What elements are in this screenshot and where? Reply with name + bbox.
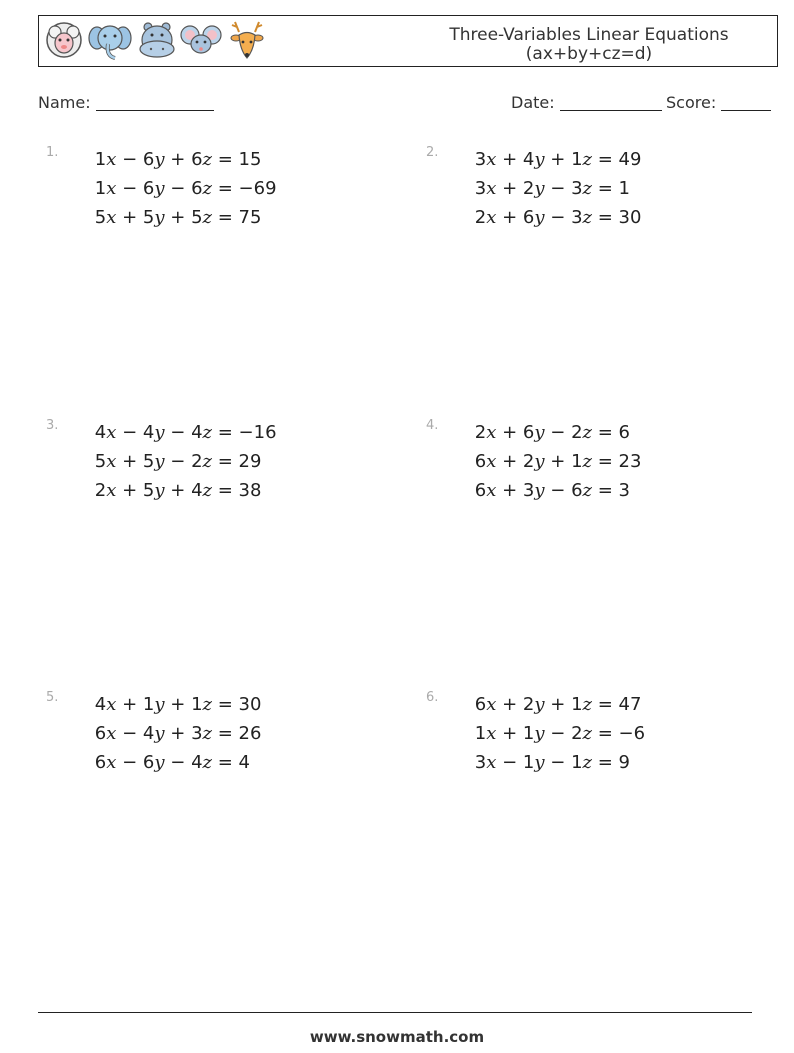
score-label: Score: xyxy=(666,93,717,112)
equals-sign: = xyxy=(592,752,619,773)
equation-rhs: 75 xyxy=(238,207,262,228)
equation-lhs: 6x + 2y + 1z xyxy=(474,694,592,715)
equals-sign: = xyxy=(212,723,239,744)
equation xyxy=(456,719,645,748)
equation-rhs: 1 xyxy=(618,178,630,199)
equation xyxy=(76,447,261,476)
equals-sign: = xyxy=(592,694,619,715)
problem-number: 3. xyxy=(46,418,59,433)
equation-lhs: 3x + 2y − 3z xyxy=(474,178,592,199)
equation-lhs: 1x − 6y − 6z xyxy=(94,178,212,199)
footer-divider xyxy=(38,1012,752,1013)
equation xyxy=(76,476,261,505)
equation-lhs: 2x + 6y − 3z xyxy=(474,207,592,228)
date-field xyxy=(511,93,662,112)
equation-rhs: 3 xyxy=(618,480,630,501)
equation-lhs: 6x + 2y + 1z xyxy=(474,451,592,472)
deer-icon xyxy=(225,18,269,64)
equation-lhs: 5x + 5y + 5z xyxy=(94,207,212,228)
equation-lhs: 3x − 1y − 1z xyxy=(474,752,592,773)
equation xyxy=(456,145,641,174)
equals-sign: = xyxy=(592,178,619,199)
equation-lhs: 4x − 4y − 4z xyxy=(94,422,212,443)
equation-rhs: 29 xyxy=(238,451,262,472)
equation-lhs: 6x − 4y + 3z xyxy=(94,723,212,744)
equation xyxy=(76,719,261,748)
equation-rhs: 30 xyxy=(238,694,262,715)
elephant-icon xyxy=(87,18,133,62)
worksheet-header xyxy=(38,15,778,67)
equation xyxy=(456,418,630,447)
equals-sign: = xyxy=(592,480,619,501)
equation xyxy=(76,174,277,203)
equation xyxy=(76,418,277,447)
equals-sign: = xyxy=(592,451,619,472)
equals-sign: = xyxy=(212,694,239,715)
equals-sign: = xyxy=(592,422,619,443)
equals-sign: = xyxy=(592,207,619,228)
equation xyxy=(456,690,641,719)
equation xyxy=(76,690,261,719)
score-field xyxy=(666,93,771,112)
equation-lhs: 3x + 4y + 1z xyxy=(474,149,592,170)
worksheet-title xyxy=(439,26,739,64)
equation-rhs: 23 xyxy=(618,451,642,472)
equals-sign: = xyxy=(212,178,239,199)
problem-number: 2. xyxy=(426,145,439,160)
equation-rhs: 49 xyxy=(618,149,642,170)
equation-rhs: 9 xyxy=(618,752,630,773)
sheep-icon xyxy=(42,18,86,62)
equation-rhs: 30 xyxy=(618,207,642,228)
equation-lhs: 4x + 1y + 1z xyxy=(94,694,212,715)
equation-lhs: 6x + 3y − 6z xyxy=(474,480,592,501)
equals-sign: = xyxy=(212,752,239,773)
mouse-icon xyxy=(179,18,223,62)
equation-rhs: 6 xyxy=(618,422,630,443)
footer-url: www.snowmath.com xyxy=(309,1028,485,1046)
problem-number: 1. xyxy=(46,145,59,160)
equation xyxy=(456,748,630,777)
equals-sign: = xyxy=(212,149,239,170)
date-blank[interactable] xyxy=(560,94,662,111)
equation-lhs: 1x + 1y − 2z xyxy=(474,723,592,744)
equals-sign: = xyxy=(592,723,619,744)
equals-sign: = xyxy=(592,149,619,170)
equation xyxy=(76,145,261,174)
problem-number: 5. xyxy=(46,690,59,705)
equation xyxy=(76,203,261,232)
name-blank[interactable] xyxy=(96,94,214,111)
equation-rhs: 15 xyxy=(238,149,262,170)
equals-sign: = xyxy=(212,207,239,228)
equation-lhs: 2x + 5y + 4z xyxy=(94,480,212,501)
equation-rhs: −6 xyxy=(618,723,646,744)
equals-sign: = xyxy=(212,451,239,472)
name-field xyxy=(38,93,214,112)
equation-rhs: −16 xyxy=(238,422,277,443)
equation-rhs: 26 xyxy=(238,723,262,744)
equation xyxy=(456,203,641,232)
problem-number: 6. xyxy=(426,690,439,705)
date-label: Date: xyxy=(511,93,555,112)
equation-rhs: 38 xyxy=(238,480,262,501)
equation-lhs: 5x + 5y − 2z xyxy=(94,451,212,472)
equation-rhs: 47 xyxy=(618,694,642,715)
equation xyxy=(456,447,641,476)
hippo-icon xyxy=(135,18,179,62)
problem-number: 4. xyxy=(426,418,439,433)
equation-rhs: 4 xyxy=(238,752,250,773)
equation-lhs: 1x − 6y + 6z xyxy=(94,149,212,170)
equals-sign: = xyxy=(212,422,239,443)
equation-lhs: 6x − 6y − 4z xyxy=(94,752,212,773)
equation xyxy=(456,476,630,505)
equation xyxy=(456,174,630,203)
title-text: Three-Variables Linear Equations xyxy=(449,25,729,45)
equals-sign: = xyxy=(212,480,239,501)
equation xyxy=(76,748,250,777)
subtitle-text: (ax+by+cz=d) xyxy=(525,44,653,64)
equation-rhs: −69 xyxy=(238,178,277,199)
score-blank[interactable] xyxy=(721,94,771,111)
equation-lhs: 2x + 6y − 2z xyxy=(474,422,592,443)
name-label: Name: xyxy=(38,93,91,112)
